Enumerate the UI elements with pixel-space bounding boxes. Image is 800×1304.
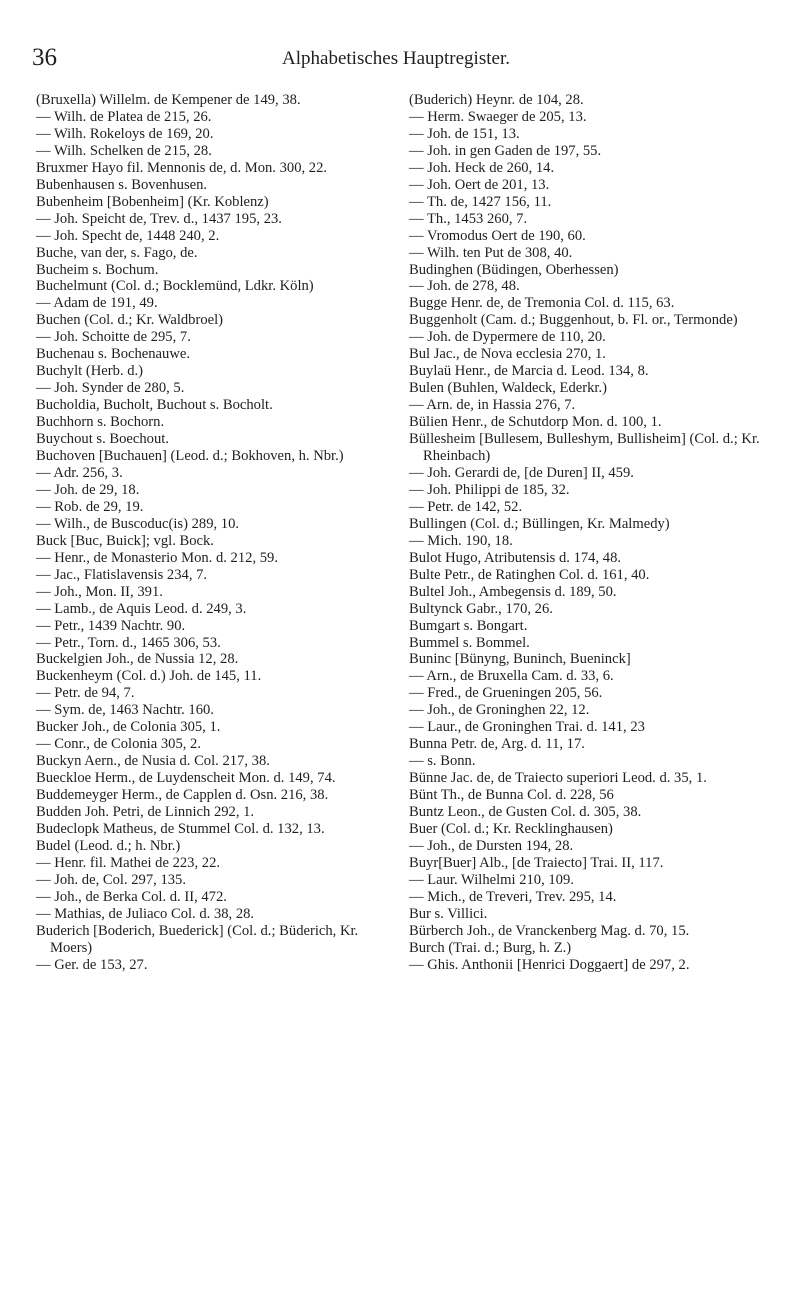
index-entry: — Herm. Swaeger de 205, 13.	[409, 108, 587, 125]
index-entry: Buck [Buc, Buick]; vgl. Bock.	[36, 532, 214, 549]
index-entry: — Wilh. de Platea de 215, 26.	[36, 108, 212, 125]
index-entry: — Laur. Wilhelmi 210, 109.	[409, 871, 574, 888]
index-entry: Bummel s. Bommel.	[409, 634, 530, 651]
index-entry: Bucheim s. Bochum.	[36, 261, 159, 278]
index-entry: Bul Jac., de Nova ecclesia 270, 1.	[409, 346, 606, 363]
index-entry: — Wilh. Rokeloys de 169, 20.	[36, 125, 214, 142]
index-entry: Buggenholt (Cam. d.; Buggenhout, b. Fl. or., Termonde)	[409, 312, 738, 329]
index-entry: — Petr., Torn. d., 1465 306, 53.	[36, 634, 221, 651]
index-entry: Bruxmer Hayo fil. Mennonis de, d. Mon. 300, 22.	[36, 159, 328, 176]
index-entry: (Buderich) Heynr. de 104, 28.	[409, 92, 584, 108]
index-entry: Bugge Henr. de, de Tremonia Col. d. 115, 63.	[409, 295, 675, 312]
index-entry: Bumgart s. Bongart.	[409, 617, 528, 634]
index-entry: — Joh. in gen Gaden de 197, 55.	[409, 142, 602, 159]
index-entry: Buchylt (Herb. d.)	[36, 363, 143, 380]
index-entry: Bultel Joh., Ambegensis d. 189, 50.	[409, 583, 617, 600]
index-entry: Buckyn Aern., de Nusia d. Col. 217, 38.	[36, 753, 270, 770]
index-entry: — Joh. de, Col. 297, 135.	[36, 871, 186, 888]
index-entry: Bucker Joh., de Colonia 305, 1.	[36, 719, 221, 736]
page-header	[32, 44, 760, 74]
index-entry: — Joh. Speicht de, Trev. d., 1437 195, 23.	[36, 210, 282, 227]
index-entry: — Joh. de Dypermere de 110, 20.	[409, 329, 606, 346]
index-entry: — Joh. de 29, 18.	[36, 481, 140, 498]
index-entry: Bubenheim [Bobenheim] (Kr. Koblenz)	[36, 193, 269, 210]
index-entry: — Joh. Gerardi de, [de Duren] II, 459.	[409, 464, 634, 481]
index-entry: Bubenhausen s. Bovenhusen.	[36, 176, 208, 193]
index-entry: — Conr., de Colonia 305, 2.	[36, 736, 201, 753]
index-entry: (Bruxella) Willelm. de Kempener de 149, 38.	[36, 92, 301, 108]
index-entry: Buche, van der, s. Fago, de.	[36, 244, 198, 261]
index-entry: Bulte Petr., de Ratinghen Col. d. 161, 40.	[409, 566, 650, 583]
index-entry: — Joh. Specht de, 1448 240, 2.	[36, 227, 220, 244]
index-entry: — Joh. Philippi de 185, 32.	[409, 481, 570, 498]
index-entry: Buchhorn s. Bochorn.	[36, 414, 165, 431]
index-entry: — Wilh., de Buscoduc(is) 289, 10.	[36, 515, 240, 532]
index-entry: — Fred., de Grueningen 205, 56.	[409, 685, 603, 702]
index-entry: — Th. de, 1427 156, 11.	[409, 193, 552, 210]
index-entry: — Ger. de 153, 27.	[36, 956, 148, 973]
index-entry: Budden Joh. Petri, de Linnich 292, 1.	[36, 804, 255, 821]
index-entry: — Arn., de Bruxella Cam. d. 33, 6.	[409, 668, 614, 685]
index-entry: Buntz Leon., de Gusten Col. d. 305, 38.	[409, 804, 642, 821]
index-entry: — Joh. Heck de 260, 14.	[409, 159, 555, 176]
index-entry: — Petr., 1439 Nachtr. 90.	[36, 617, 186, 634]
index-entry: — Joh. Synder de 280, 5.	[36, 380, 185, 397]
index-entry: Buylaü Henr., de Marcia d. Leod. 134, 8.	[409, 363, 649, 380]
index-entry: — Rob. de 29, 19.	[36, 498, 144, 515]
index-entry: Buddemeyger Herm., de Capplen d. Osn. 216, 38.	[36, 787, 329, 804]
index-entry: Burch (Trai. d.; Burg, h. Z.)	[409, 939, 572, 956]
index-entry: — Wilh. Schelken de 215, 28.	[36, 142, 212, 159]
index-entry: Bulot Hugo, Atributensis d. 174, 48.	[409, 549, 622, 566]
index-entry: Buchen (Col. d.; Kr. Waldbroel)	[36, 312, 224, 329]
index-entry: Bueckloe Herm., de Luydenscheit Mon. d. 149, 74.	[36, 770, 336, 787]
index-entry: — Sym. de, 1463 Nachtr. 160.	[36, 702, 214, 719]
index-entry: Bucholdia, Bucholt, Buchout s. Bocholt.	[36, 397, 273, 414]
index-entry: Bullingen (Col. d.; Büllingen, Kr. Malmedy)	[409, 515, 670, 532]
index-entry: — Joh., Mon. II, 391.	[36, 583, 163, 600]
index-entry: Budeclopk Matheus, de Stummel Col. d. 132, 13.	[36, 820, 325, 837]
index-entry: Bunna Petr. de, Arg. d. 11, 17.	[409, 736, 585, 753]
index-entry: — Petr. de 142, 52.	[409, 498, 523, 515]
index-entry: — Vromodus Oert de 190, 60.	[409, 227, 586, 244]
index-entry: Buer (Col. d.; Kr. Recklinghausen)	[409, 820, 613, 837]
index-entry: Bultynck Gabr., 170, 26.	[409, 600, 553, 617]
index-entry: Buchelmunt (Col. d.; Bocklemünd, Ldkr. Köln)	[36, 278, 314, 295]
index-entry: — Mathias, de Juliaco Col. d. 38, 28.	[36, 905, 255, 922]
index-entry: Bünne Jac. de, de Traiecto superiori Leod. d. 35, 1.	[409, 770, 707, 787]
index-entry: Buchenau s. Bochenauwe.	[36, 346, 190, 363]
index-entry: — Mich. 190, 18.	[409, 532, 513, 549]
left-column	[36, 92, 388, 974]
index-entry: — Henr. fil. Mathei de 223, 22.	[36, 854, 221, 871]
index-entry: — Jac., Flatislavensis 234, 7.	[36, 566, 208, 583]
right-column	[409, 92, 761, 974]
index-entry: — Arn. de, in Hassia 276, 7.	[409, 397, 576, 414]
index-entry: Buninc [Bünyng, Buninch, Bueninck]	[409, 651, 631, 668]
index-entry: Büllesheim [Bullesem, Bulleshym, Bullisheim] (Col. d.; Kr. Rheinbach)	[409, 431, 760, 465]
index-entry: Buderich [Boderich, Buederick] (Col. d.; Büderich, Kr. Moers)	[36, 922, 359, 956]
index-entry: Bünt Th., de Bunna Col. d. 228, 56	[409, 787, 614, 804]
page-number: 36	[32, 44, 57, 71]
index-entry: — Th., 1453 260, 7.	[409, 210, 528, 227]
index-entry: Bur s. Villici.	[409, 905, 488, 922]
index-entry: Bulen (Buhlen, Waldeck, Ederkr.)	[409, 380, 607, 397]
index-entry: Buyr[Buer] Alb., [de Traiecto] Trai. II, 117.	[409, 854, 664, 871]
index-entry: Bürberch Joh., de Vranckenberg Mag. d. 70, 15.	[409, 922, 690, 939]
index-entry: — Laur., de Groninghen Trai. d. 141, 23	[409, 719, 645, 736]
index-entry: — Joh., de Dursten 194, 28.	[409, 837, 574, 854]
index-entry: — Joh. Oert de 201, 13.	[409, 176, 550, 193]
index-entry: — Joh. de 278, 48.	[409, 278, 520, 295]
index-entry: — Joh. de 151, 13.	[409, 125, 520, 142]
index-entry: — Joh., de Berka Col. d. II, 472.	[36, 888, 227, 905]
index-entry: — Adam de 191, 49.	[36, 295, 158, 312]
running-title: Alphabetisches Hauptregister.	[282, 48, 510, 69]
index-entry: Budinghen (Büdingen, Oberhessen)	[409, 261, 619, 278]
index-entry: — Joh. Schoitte de 295, 7.	[36, 329, 191, 346]
index-entry: Budel (Leod. d.; h. Nbr.)	[36, 837, 181, 854]
index-entry: — Lamb., de Aquis Leod. d. 249, 3.	[36, 600, 247, 617]
index-entry: — Henr., de Monasterio Mon. d. 212, 59.	[36, 549, 278, 566]
index-entry: — Joh., de Groninghen 22, 12.	[409, 702, 590, 719]
index-entry: — Petr. de 94, 7.	[36, 685, 135, 702]
index-entry: — s. Bonn.	[409, 753, 476, 770]
index-entry: Bülien Henr., de Schutdorp Mon. d. 100, 1.	[409, 414, 662, 431]
index-entry: — Adr. 256, 3.	[36, 464, 123, 481]
index-entry: — Wilh. ten Put de 308, 40.	[409, 244, 573, 261]
index-entry: Buchoven [Buchauen] (Leod. d.; Bokhoven, h. Nbr.)	[36, 448, 344, 465]
index-entry: — Mich., de Treveri, Trev. 295, 14.	[409, 888, 617, 905]
index-entry: Buckelgien Joh., de Nussia 12, 28.	[36, 651, 239, 668]
index-entry: — Ghis. Anthonii [Henrici Doggaert] de 297, 2.	[409, 956, 690, 973]
index-entry: Buckenheym (Col. d.) Joh. de 145, 11.	[36, 668, 262, 685]
index-entry: Buychout s. Boechout.	[36, 431, 169, 448]
